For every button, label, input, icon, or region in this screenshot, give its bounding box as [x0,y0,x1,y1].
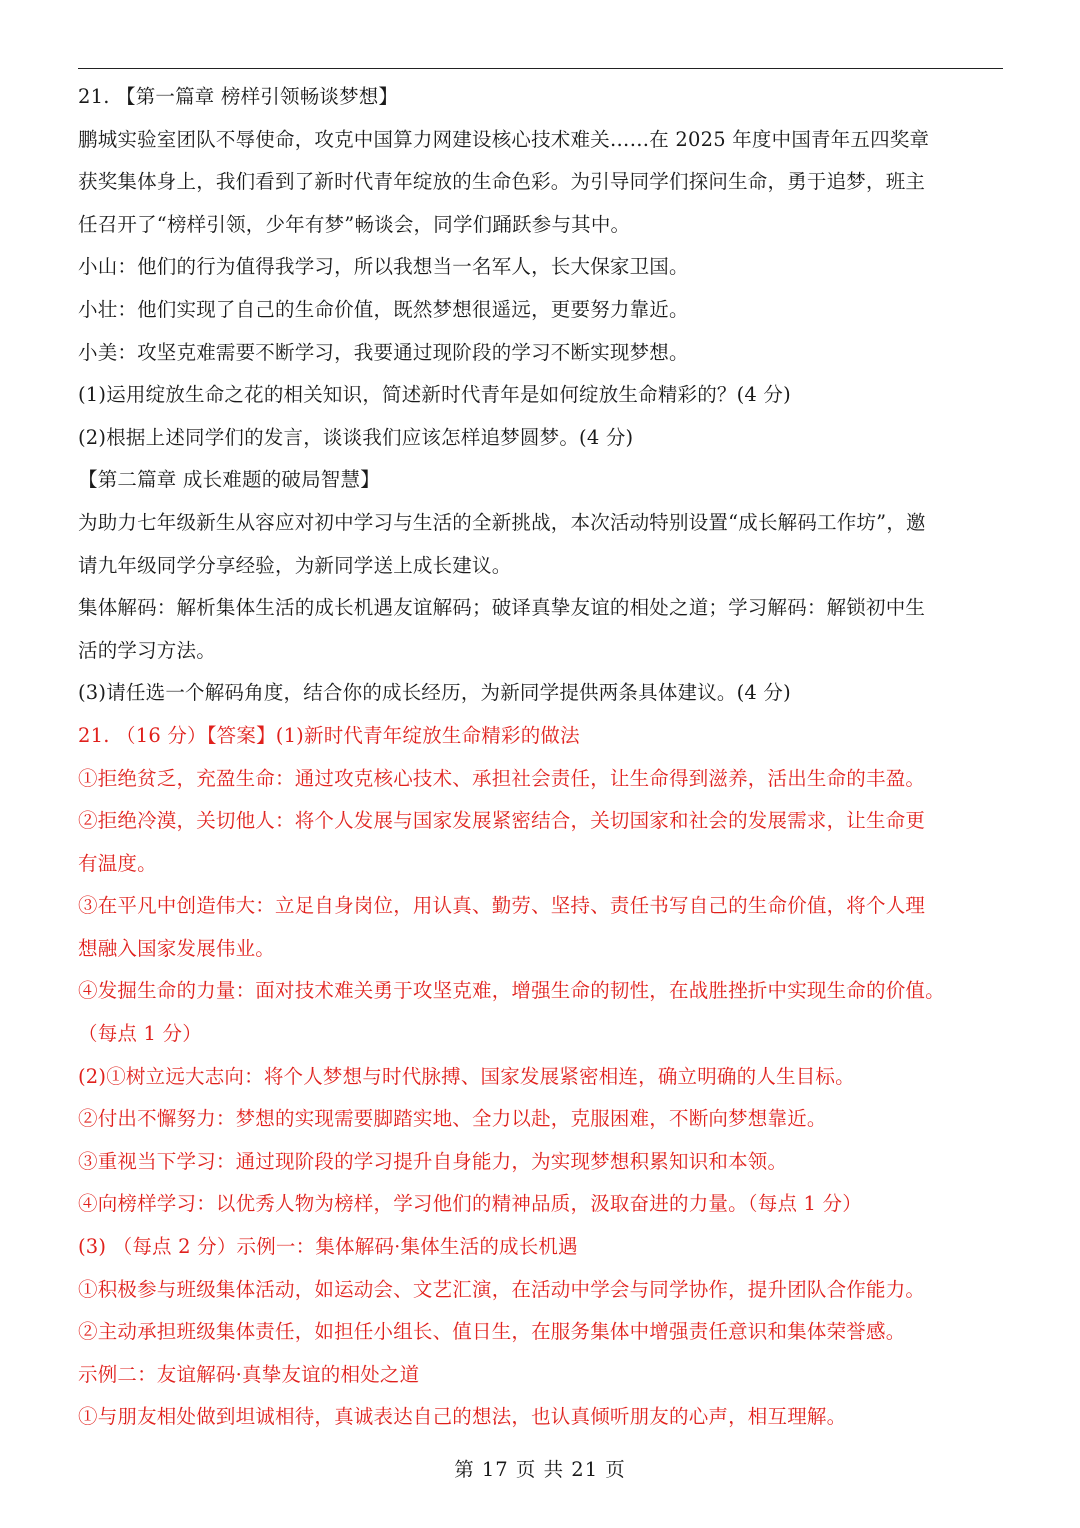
answer-line: ④向榜样学习：以优秀人物为榜样，学习他们的精神品质，汲取奋进的力量。（每点 1 分） [78,1192,862,1216]
sub-question-3: (3)请任选一个解码角度，结合你的成长经历，为新同学提供两条具体建议。(4 分) [78,681,791,705]
answer-line: ②拒绝冷漠，关切他人：将个人发展与国家发展紧密结合，关切国家和社会的发展需求，让生命更 [78,809,926,833]
answer-line: ④发掘生命的力量：面对技术难关勇于攻坚克难，增强生命的韧性，在战胜挫折中实现生命的价值。 [78,979,945,1003]
page-content [78,76,1003,1439]
answer-line: 有温度。 [78,851,157,875]
chapter2-line: 集体解码：解析集体生活的成长机遇友谊解码；破译真挚友谊的相处之道；学习解码：解锁初中生 [78,596,926,620]
answer-line: ②主动承担班级集体责任，如担任小组长、值日生，在服务集体中增强责任意识和集体荣誉感。 [78,1320,906,1344]
sub-question-1: (1)运用绽放生命之花的相关知识，简述新时代青年是如何绽放生命精彩的？(4 分) [78,383,791,407]
answer-line: ①与朋友相处做到坦诚相待，真诚表达自己的想法，也认真倾听朋友的心声，相互理解。 [78,1405,847,1429]
answer-line: ①拒绝贫乏，充盈生命：通过攻克核心技术、承担社会责任，让生命得到滋养，活出生命的丰盈。 [78,766,926,790]
answer-line: (3) （每点 2 分）示例一：集体解码·集体生活的成长机遇 [78,1235,578,1259]
chapter2-line: 请九年级同学分享经验，为新同学送上成长建议。 [78,553,512,577]
answer-line: (2)①树立远大志向：将个人梦想与时代脉搏、国家发展紧密相连，确立明确的人生目标。 [78,1064,855,1088]
speaker-line: 小壮：他们实现了自己的生命价值，既然梦想很遥远，更要努力靠近。 [78,297,689,321]
chapter2-heading: 【第二篇章 成长难题的破局智慧】 [78,468,380,492]
chapter2-line: 为助力七年级新生从容应对初中学习与生活的全新挑战，本次活动特别设置“成长解码工作坊”，邀 [78,510,926,534]
chapter2-line: 活的学习方法。 [78,638,216,662]
answer-line: ①积极参与班级集体活动，如运动会、文艺汇演，在活动中学会与同学协作，提升团队合作能力。 [78,1277,926,1301]
question-heading: 21. 【第一篇章 榜样引领畅谈梦想】 [78,85,399,108]
sub-question-2: (2)根据上述同学们的发言，谈谈我们应该怎样追梦圆梦。(4 分) [78,425,634,449]
answer-heading: 21. （16 分）【答案】(1)新时代青年绽放生命精彩的做法 [78,723,580,747]
intro-line: 获奖集体身上，我们看到了新时代青年绽放的生命色彩。为引导同学们探问生命，勇于追梦，班主 [78,170,926,194]
speaker-line: 小山：他们的行为值得我学习，所以我想当一名军人，长大保家卫国。 [78,255,689,279]
speaker-line: 小美：攻坚克难需要不断学习，我要通过现阶段的学习不断实现梦想。 [78,340,689,364]
intro-line: 任召开了“榜样引领，少年有梦”畅谈会，同学们踊跃参与其中。 [78,212,631,236]
header-rule [78,68,1003,69]
page-footer: 第 17 页 共 21 页 [454,1458,626,1481]
answer-line: ③在平凡中创造伟大：立足自身岗位，用认真、勤劳、坚持、责任书写自己的生命价值，将个人理 [78,894,926,918]
answer-line: （每点 1 分） [78,1022,202,1046]
intro-line: 鹏城实验室团队不辱使命，攻克中国算力网建设核心技术难关……在 2025 年度中国青年五四奖章 [78,127,930,151]
answer-line: 想融入国家发展伟业。 [78,936,276,960]
answer-line: 示例二：友谊解码·真挚友谊的相处之道 [78,1362,420,1386]
answer-line: ②付出不懈努力：梦想的实现需要脚踏实地、全力以赴，克服困难，不断向梦想靠近。 [78,1107,827,1131]
answer-line: ③重视当下学习：通过现阶段的学习提升自身能力，为实现梦想积累知识和本领。 [78,1149,788,1173]
